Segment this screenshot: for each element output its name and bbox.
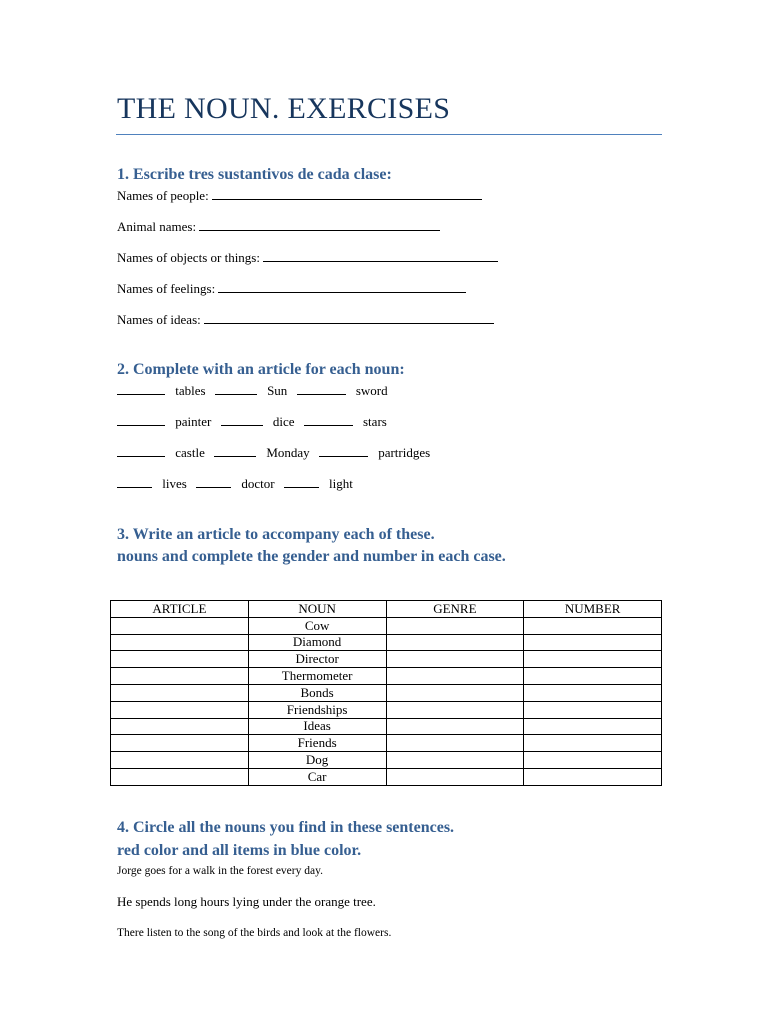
table-row <box>111 701 662 718</box>
section1-item: Animal names: <box>117 218 440 236</box>
answer-blank[interactable] <box>204 311 494 324</box>
genre-cell[interactable] <box>386 718 524 735</box>
noun-cell: Diamond <box>248 634 386 651</box>
genre-cell[interactable] <box>386 684 524 701</box>
article-cell[interactable] <box>111 718 249 735</box>
noun-cell: Dog <box>248 752 386 769</box>
section1-item: Names of feelings: <box>117 280 466 298</box>
column-header-article: ARTICLE <box>111 601 249 618</box>
number-cell[interactable] <box>524 718 662 735</box>
table-row <box>111 768 662 785</box>
sentence: He spends long hours lying under the orange tree. <box>117 894 376 909</box>
article-cell[interactable] <box>111 651 249 668</box>
table-row <box>111 718 662 735</box>
article-cell[interactable] <box>111 701 249 718</box>
number-cell[interactable] <box>524 684 662 701</box>
section1-item: Names of objects or things: <box>117 249 498 267</box>
table-row <box>111 684 662 701</box>
number-cell[interactable] <box>524 651 662 668</box>
genre-cell[interactable] <box>386 617 524 634</box>
table-row <box>111 634 662 651</box>
article-blank[interactable] <box>117 382 165 395</box>
article-row: castle Monday partridges <box>117 444 430 462</box>
section2-heading: 2. Complete with an article for each noun: <box>117 361 405 378</box>
article-blank[interactable] <box>284 475 319 488</box>
article-cell[interactable] <box>111 768 249 785</box>
noun-cell: Bonds <box>248 684 386 701</box>
article-blank[interactable] <box>221 413 263 426</box>
number-cell[interactable] <box>524 735 662 752</box>
article-row: lives doctor light <box>117 475 353 493</box>
table-header-row <box>111 601 662 618</box>
article-blank[interactable] <box>297 382 346 395</box>
answer-blank[interactable] <box>263 249 498 262</box>
column-header-number: NUMBER <box>524 601 662 618</box>
answer-blank[interactable] <box>199 218 440 231</box>
table-row <box>111 735 662 752</box>
table-row <box>111 668 662 685</box>
noun-cell: Director <box>248 651 386 668</box>
table-row <box>111 617 662 634</box>
article-cell[interactable] <box>111 684 249 701</box>
number-cell[interactable] <box>524 752 662 769</box>
section4-heading-line2: red color and all items in blue color. <box>117 842 362 859</box>
noun-cell: Ideas <box>248 718 386 735</box>
article-blank[interactable] <box>117 413 165 426</box>
number-cell[interactable] <box>524 634 662 651</box>
table-row <box>111 651 662 668</box>
section3-heading-line2: nouns and complete the gender and number in each case. <box>117 548 506 565</box>
section4-heading-line1: 4. Circle all the nouns you find in these sentences. <box>117 819 455 836</box>
sentence: There listen to the song of the birds and look at the flowers. <box>117 927 392 939</box>
article-cell[interactable] <box>111 634 249 651</box>
genre-cell[interactable] <box>386 768 524 785</box>
genre-cell[interactable] <box>386 752 524 769</box>
section1-item: Names of ideas: <box>117 311 494 329</box>
column-header-noun: NOUN <box>248 601 386 618</box>
title-underline <box>116 134 662 135</box>
article-blank[interactable] <box>304 413 353 426</box>
noun-cell: Friendships <box>248 701 386 718</box>
genre-cell[interactable] <box>386 651 524 668</box>
genre-cell[interactable] <box>386 735 524 752</box>
article-blank[interactable] <box>196 475 231 488</box>
noun-cell: Friends <box>248 735 386 752</box>
section3-heading-line1: 3. Write an article to accompany each of these. <box>117 526 435 543</box>
article-blank[interactable] <box>319 444 368 457</box>
page-title: THE NOUN. EXERCISES <box>117 92 451 125</box>
article-blank[interactable] <box>214 444 256 457</box>
genre-cell[interactable] <box>386 701 524 718</box>
number-cell[interactable] <box>524 701 662 718</box>
section1-item: Names of people: <box>117 187 482 205</box>
section1-heading: 1. Escribe tres sustantivos de cada clase: <box>117 166 392 183</box>
answer-blank[interactable] <box>212 187 482 200</box>
article-blank[interactable] <box>117 475 152 488</box>
genre-cell[interactable] <box>386 634 524 651</box>
article-cell[interactable] <box>111 752 249 769</box>
noun-cell: Car <box>248 768 386 785</box>
number-cell[interactable] <box>524 668 662 685</box>
article-blank[interactable] <box>117 444 165 457</box>
article-cell[interactable] <box>111 735 249 752</box>
article-blank[interactable] <box>215 382 257 395</box>
noun-cell: Thermometer <box>248 668 386 685</box>
noun-table <box>110 600 662 786</box>
noun-cell: Cow <box>248 617 386 634</box>
article-row: tables Sun sword <box>117 382 388 400</box>
number-cell[interactable] <box>524 768 662 785</box>
column-header-genre: GENRE <box>386 601 524 618</box>
article-row: painter dice stars <box>117 413 387 431</box>
table-row <box>111 752 662 769</box>
answer-blank[interactable] <box>218 280 466 293</box>
sentence: Jorge goes for a walk in the forest every day. <box>117 865 323 877</box>
article-cell[interactable] <box>111 617 249 634</box>
number-cell[interactable] <box>524 617 662 634</box>
article-cell[interactable] <box>111 668 249 685</box>
genre-cell[interactable] <box>386 668 524 685</box>
